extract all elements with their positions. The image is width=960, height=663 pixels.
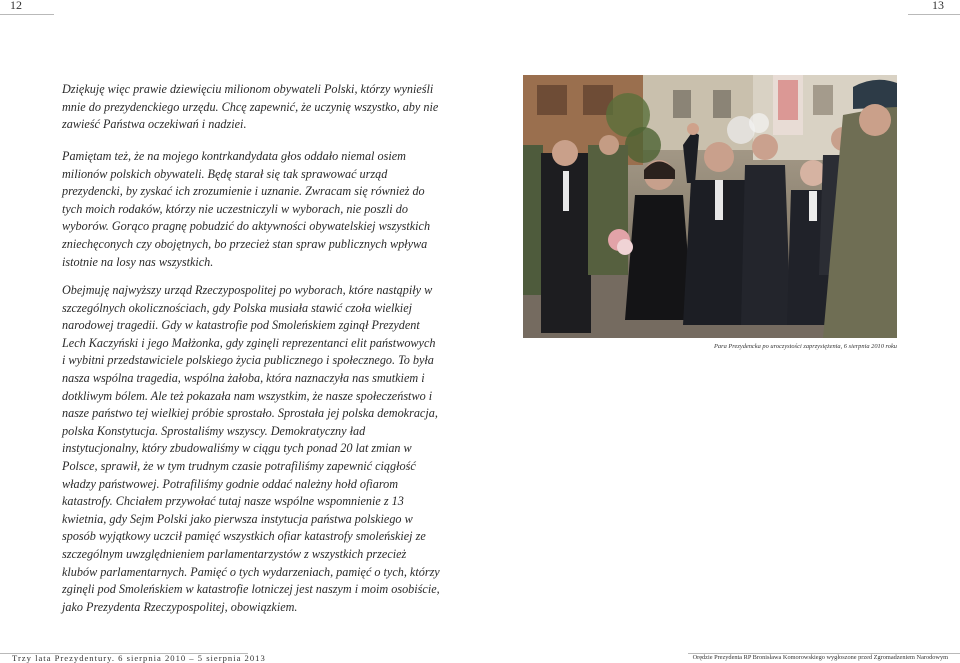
footer-right-text: Orędzie Prezydenta RP Bronisława Komorowskiego wygłoszone przed Zgromadzeniem Narodowym	[692, 654, 948, 661]
footer-left-rule	[0, 643, 266, 663]
paragraph-2-block	[62, 148, 440, 271]
footer-right-rule	[688, 643, 960, 661]
presidential-couple-photo	[523, 75, 897, 338]
left-page-number-bar	[0, 0, 54, 15]
right-page-number-bar	[908, 0, 960, 15]
paragraph-3: Obejmuję najwyższy urząd Rzeczypospolitej po wyborach, które nastąpiły w szczególnych okolicznościach, gdy Polska musiała stawić czoła wielkiej narodowej tragedii. Gdy w katastrofie pod Smoleńskiem zginął Prezydent Lech Kaczyński i jego Małżonka, gdy zginęli reprezentanci elit państwowych i wybitni przedstawiciele polskiego życia publicznego i społecznego. To była nasza wspólna tragedia, wspólna żałoba, która naznaczyła nas smutkiem i dotkliwym bólem. Ale też pokazała nam wszystkim, że nasze społeczeństwo i nasze państwo tej wielkiej próbie sprostało. Sprostała jej polska demokracja, polska Konstytucja. Sprostaliśmy wszyscy. Demokratyczny ład instytucjonalny, który zbudowaliśmy w ciągu tych ponad 20 lat zmian w Polsce, sprawił, że w tym trudnym czasie potrafiliśmy zapewnić ciągłość władzy państwowej. Potrafiliśmy godnie oddać należny hołd ofiarom katastrofy. Chciałem przywołać tutaj nasze wspólne wspomnienie z 13 kwietnia, gdy Sejm Polski jako pierwsza instytucja państwa polskiego w sposób wyjątkowy uczcił pamięć wszystkich ofiar katastrofy smoleńskiej ze szczególnym uwzględnieniem parlamentarzystów z wszystkich przecież klubów parlamentarnych. Pamięć o tych wydarzeniach, pamięć o tych, którzy zginęli pod Smoleńskiem w katastrofie lotniczej jest naszym i moim osobiście, jako Prezydenta Rzeczypospolitej, obowiązkiem.	[62, 283, 440, 614]
left-page-number: 12	[10, 0, 22, 12]
photo-caption: Para Prezydencka po uroczystości zaprzysiężenia, 6 sierpnia 2010 roku	[714, 343, 897, 350]
paragraph-1: Dziękuję więc prawie dziewięciu milionom obywateli Polski, którzy wynieśli mnie do prezydenckiego urzędu. Chcę zapewnić, że uczynię wszystko, aby nie zawieść Państwa oczekiwań i nadziei.	[62, 82, 439, 132]
right-page-number: 13	[932, 0, 944, 12]
photo-illustration	[523, 75, 897, 338]
paragraph-1-block	[62, 81, 440, 134]
paragraph-2: Pamiętam też, że na mojego kontrkandydata głos oddało niemal osiem milionów polskich obywateli. Będę starał się tak sprawować urząd prezydencki, by zyskać ich zrozumienie i uznanie. Zwracam się również do tych moich rodaków, którzy nie uczestniczyli w wyborach, nie poszli do wyborów. Gorąco pragnę pobudzić do aktywności obywatelskiej wszystkich zniechęconych czy obojętnych, bo przecież stan spraw publicznych wpływa istotnie na losy nas wszystkich.	[62, 149, 431, 269]
footer-left-text: Trzy lata Prezydentury. 6 sierpnia 2010 – 5 sierpnia 2013	[12, 653, 266, 663]
paragraph-3-block	[62, 282, 440, 616]
